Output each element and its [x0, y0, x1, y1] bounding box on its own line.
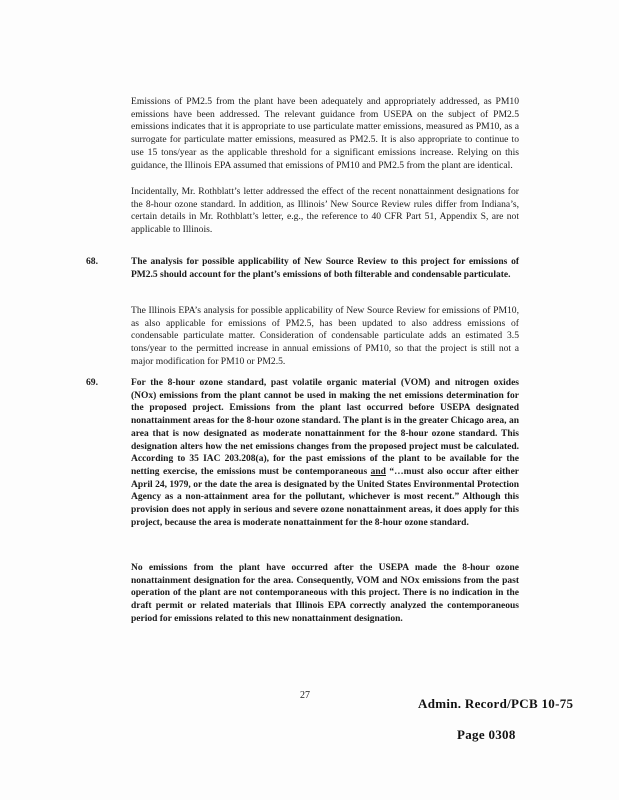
paragraph-pm25-emissions: Emissions of PM2.5 from the plant have been adequately and appropriately addressed, as PM10 emissions have been addressed. The relevant guidance from USEPA on the subject of PM2.5 emissions indicates that it is appropriate to use particulate matter emissions, measured as PM10, as a surrogate for particulate matter emissions, measured as PM2.5. It is also appropriate to continue to use 15 tons/year as the applicable threshold for a significant emissions increase. Relying on this guidance, the Illinois EPA assumed that emissions of PM10 and PM2.5 from the plant are identical. [131, 96, 519, 171]
item-69-comment-part-a: For the 8-hour ozone standard, past volatile organic material (VOM) and nitrogen oxides (NOx) emissions from the plant cannot be used in making the net emissions determination for the proposed project. Emissions from the plant last occurred before USEPA designated nonattainment areas for the 8-hour ozone standard. The plant is in the greater Chicago area, an area that is now designated as moderate nonattainment for the 8-hour ozone standard. This designation alters how the net emissions changes from the proposed project must be calculated. According to 35 IAC 203.208(a), for the past emissions of the plant to be available for the netting exercise, the emissions must be contemporaneous [131, 378, 519, 477]
item-68-comment: The analysis for possible applicability of New Source Review to this project for emissions of PM2.5 should account for the plant’s emissions of both filterable and condensable particulate. [131, 257, 519, 280]
page-number: 27 [300, 690, 310, 701]
item-68-number: 68. [86, 256, 98, 267]
item-69-comment-part-b: “…must also occur after either April 24, 1979, or the date the area is designated by the United States Environmental Protection Agency as a non-attainment area for the pollutant, whichever is most recent.” Although this provision does not apply in serious and severe ozone nonattainment areas, it does apply for this project, because the area is moderate nonattainment for the 8-hour ozone standard. [131, 466, 520, 528]
item-69-underlined-and: and [370, 466, 386, 477]
item-69-number: 69. [86, 377, 98, 388]
paragraph-rothblatt-letter: Incidentally, Mr. Rothblatt’s letter addressed the effect of the recent nonattainment designations for the 8-hour ozone standard. In addition, as Illinois’ New Source Review rules differ from Indiana’s, certain details in Mr. Rothblatt’s letter, e.g., the reference to 40 CFR Part 51, Appendix S, are not applicable to Illinois. [131, 186, 519, 236]
item-68-response: The Illinois EPA’s analysis for possible applicability of New Source Review for emissions of PM10, as also applicable for emissions of PM2.5, has been updated to also address emissions of condensable particulate matter. Consideration of condensable particulate adds an estimated 3.5 tons/year to the permitted increase in annual emissions of PM10, so that the project is still not a major modification for PM10 or PM2.5. [131, 305, 519, 367]
record-page-stamp: Page 0308 [457, 727, 516, 742]
item-69-comment [131, 377, 519, 529]
item-69-followup: No emissions from the plant have occurred after the USEPA made the 8-hour ozone nonattainment designation for the area. Consequently, VOM and NOx emissions from the past operation of the plant are not contemporaneous with this project. There is no indication in the draft permit or related materials that Illinois EPA correctly analyzed the contemporaneous period for emissions related to this new nonattainment designation. [131, 563, 519, 624]
admin-record-stamp: Admin. Record/PCB 10-75 [418, 696, 574, 711]
